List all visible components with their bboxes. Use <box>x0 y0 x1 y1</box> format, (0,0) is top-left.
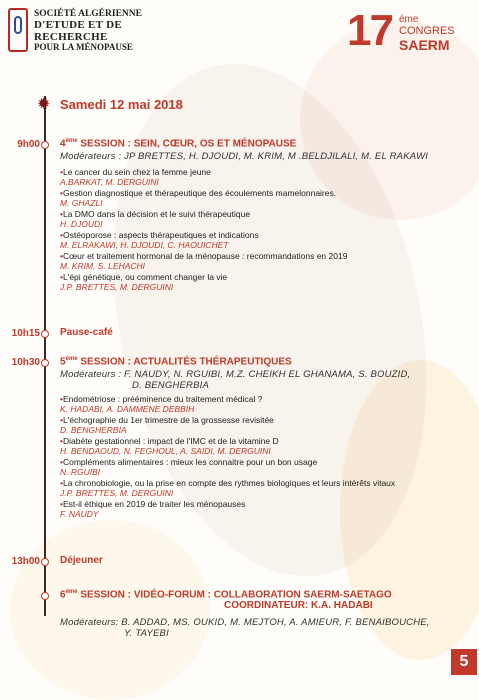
program-date: Samedi 12 mai 2018 <box>60 97 183 112</box>
lunch-time: 13h00 <box>11 556 40 567</box>
talk-title-text: La DMO dans la décision et le suivi thérapeutique <box>62 209 251 220</box>
talk-title <box>60 415 464 425</box>
logo-line: RECHERCHE <box>34 30 108 43</box>
session-coordinator: COORDINATEUR: K.A. HADABI <box>224 600 373 612</box>
talk-title-text: Est-il éthique en 2019 de traiter les ménopauses <box>62 499 246 510</box>
talk-authors: H. DJOUDI <box>60 219 103 230</box>
talk-item <box>60 272 464 292</box>
talk-title-text: Gestion diagnostique et thérapeutique des écoulements mamelonnaires. <box>62 188 337 199</box>
session-title: 4ème SESSION : SEIN, CŒUR, OS ET MÉNOPAUSE <box>60 138 297 150</box>
moderators-continued: D. BENGHERBIA <box>132 380 210 392</box>
bullet-icon: • <box>60 167 63 178</box>
bullet-icon: • <box>60 209 63 220</box>
talk-authors: M. ELRAKAWI, H. DJOUDI, C. HAOUICHET <box>60 240 229 251</box>
talk-title-text: Diabète gestationnel : impact de l'IMC et de la vitamine D <box>62 436 279 447</box>
talk-title-text: L'épi génétique, ou comment changer la vie <box>62 272 228 283</box>
bullet-icon: • <box>60 415 63 426</box>
session-time: 10h30 <box>11 357 40 368</box>
talk-title-text: L'échographie du 1er trimestre de la grossesse revisitée <box>62 415 274 426</box>
talk-title-text: Ostéoporose : aspects thérapeutiques et indications <box>62 230 259 241</box>
bullet-icon: • <box>60 394 63 405</box>
lunch-break: Déjeuner <box>60 555 103 566</box>
talk-title <box>60 251 464 261</box>
talk-item <box>60 478 464 498</box>
society-logo-text <box>34 10 142 53</box>
talk-title <box>60 394 464 404</box>
talk-item <box>60 167 464 187</box>
gear-icon: ✹ <box>37 96 51 113</box>
bullet-icon: • <box>60 251 63 262</box>
timeline-node <box>41 592 49 600</box>
moderators: Modérateurs : F. NAUDY, N. RGUIBI, M.Z. CHEIKH EL GHANAMA, S. BOUZID, <box>60 369 411 381</box>
talk-title <box>60 209 464 219</box>
bullet-icon: • <box>60 499 63 510</box>
talk-authors: D. BENGHERBIA <box>60 425 127 436</box>
timeline-node <box>41 359 49 367</box>
talk-title <box>60 188 464 198</box>
bullet-icon: • <box>60 436 63 447</box>
talk-authors: M. KRIM, S. LEHACHI <box>60 261 146 272</box>
timeline-node <box>41 141 49 149</box>
talk-title <box>60 457 464 467</box>
session-block <box>60 356 464 520</box>
talk-item <box>60 415 464 435</box>
logo-line: SOCIÉTÉ ALGÉRIENNE <box>34 9 142 19</box>
talk-title-text: Endométriose : prééminence du traitement médical ? <box>62 394 263 405</box>
session-time: 9h00 <box>17 139 40 150</box>
talk-item <box>60 394 464 414</box>
saerm-logo-icon <box>8 8 28 52</box>
bullet-icon: • <box>60 457 63 468</box>
talk-authors: A.BARKAT, M. DERGUINI <box>60 177 159 188</box>
coffee-break: Pause-café <box>60 327 113 338</box>
talk-title <box>60 272 464 282</box>
session-block <box>60 589 464 639</box>
talk-title <box>60 436 464 446</box>
talk-item <box>60 251 464 271</box>
timeline-node <box>41 558 49 566</box>
congress-word: CONGRES <box>399 25 455 37</box>
talk-authors: H. BENDAOUD, N. FEGHOUL, A. SAIDI, M. DERGUINI <box>60 446 271 457</box>
talk-item <box>60 230 464 250</box>
break-time: 10h15 <box>11 328 40 339</box>
talk-authors: J.P. BRETTES, M. DERGUINI <box>60 282 174 293</box>
talk-title <box>60 230 464 240</box>
congress-org: SAERM <box>399 37 450 53</box>
talk-title-text: Le cancer du sein chez la femme jeune <box>62 167 211 178</box>
session-block <box>60 138 464 293</box>
timeline-line <box>44 96 46 616</box>
talk-item <box>60 499 464 519</box>
moderators-continued: Y. TAYEBI <box>124 628 169 640</box>
talk-list <box>60 394 464 519</box>
talk-item <box>60 457 464 477</box>
moderators: Modérateurs: B. ADDAD, MS. OUKID, M. MEJTOH, A. AMIEUR, F. BENAIBOUCHE, <box>60 617 430 629</box>
congress-number: 17 <box>347 6 392 55</box>
talk-title-text: Cœur et traitement hormonal de la ménopause : recommandations en 2019 <box>62 251 348 262</box>
congress-logo <box>347 6 467 56</box>
bullet-icon: • <box>60 478 63 489</box>
talk-authors: J.P. BRETTES, M. DERGUINI <box>60 488 174 499</box>
talk-title-text: Compléments alimentaires : mieux les connaitre pour un bon usage <box>62 457 318 468</box>
talk-item <box>60 188 464 208</box>
page-number: 5 <box>451 649 477 675</box>
bullet-icon: • <box>60 272 63 283</box>
talk-authors: M. GHAZLI <box>60 198 103 209</box>
congress-ordinal: ème <box>399 14 419 25</box>
timeline-node <box>41 330 49 338</box>
talk-title <box>60 478 464 488</box>
talk-authors: F. NAUDY <box>60 509 99 520</box>
talk-authors: N. RGUIBI <box>60 467 101 478</box>
bullet-icon: • <box>60 230 63 241</box>
talk-title <box>60 499 464 509</box>
talk-item <box>60 436 464 456</box>
talk-item <box>60 209 464 229</box>
logo-line: D'ETUDE ET DE <box>34 18 123 31</box>
talk-title-text: La chronobiologie, ou la prise en compte des rythmes biologiques et leurs intérêts vitaux <box>62 478 396 489</box>
session-title: 5ème SESSION : ACTUALITÉS THÉRAPEUTIQUES <box>60 356 292 368</box>
moderators: Modérateurs : JP BRETTES, H. DJOUDI, M. KRIM, M .BELDJILALI, M. EL RAKAWI <box>60 151 429 163</box>
logo-line: POUR LA MÉNOPAUSE <box>34 42 133 53</box>
bullet-icon: • <box>60 188 63 199</box>
talk-list <box>60 167 464 292</box>
talk-title <box>60 167 464 177</box>
talk-authors: K. HADABI, A. DAMMENE DEBBIH <box>60 404 195 415</box>
session-title: 6ème SESSION : VIDÉO-FORUM : COLLABORATION SAERM-SAETAGO <box>60 589 392 601</box>
